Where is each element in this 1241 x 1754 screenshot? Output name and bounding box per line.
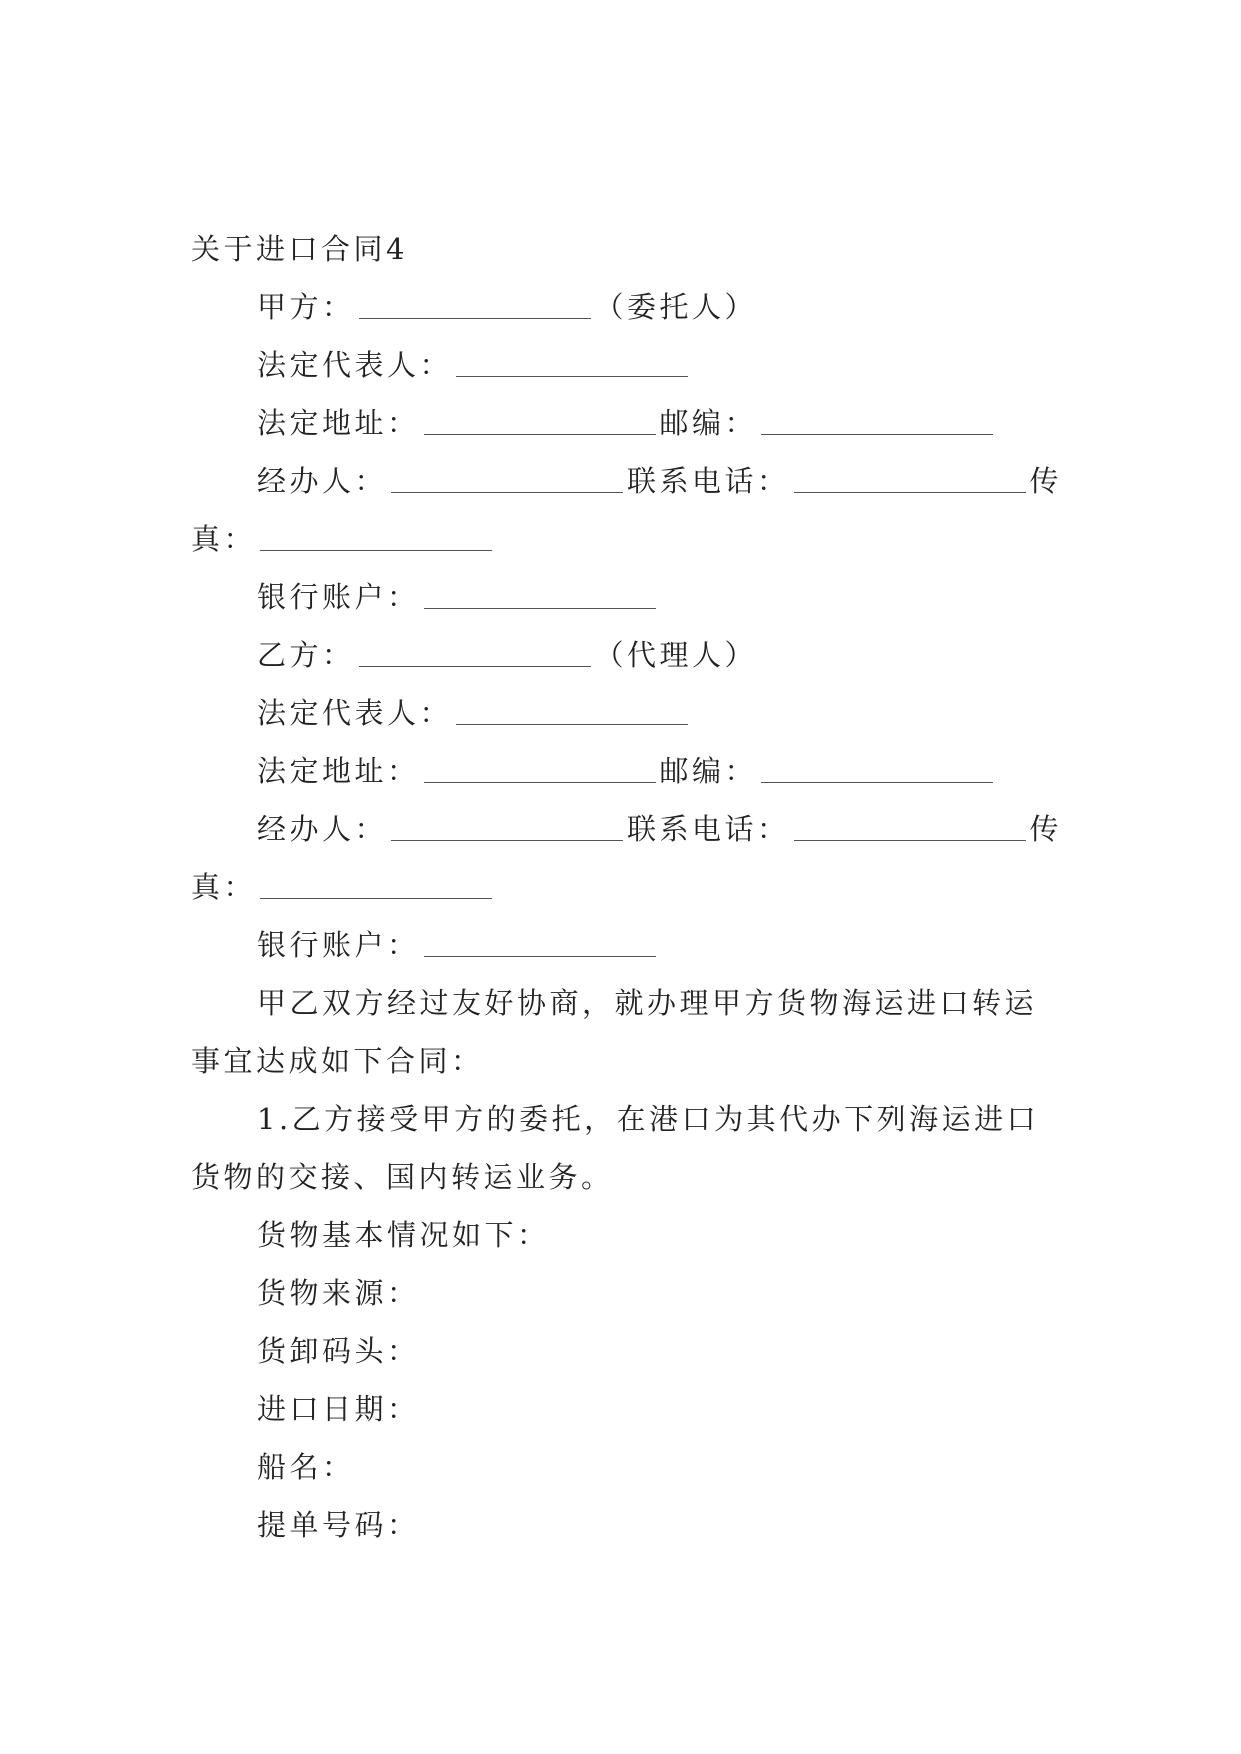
goods-ship: 船名： — [257, 1450, 355, 1484]
clause-1-line-1: 1.乙方接受甲方的委托，在港口为其代办下列海运进口 — [257, 1102, 1040, 1136]
party-a-handler-blank — [391, 462, 623, 493]
intro-line-2: 事宜达成如下合同： — [191, 1044, 484, 1078]
party-a-rep-blank — [456, 346, 688, 377]
party-a-rep-label: 法定代表人： — [257, 348, 453, 382]
party-b-handler-line — [191, 800, 1063, 858]
party-a-name-blank — [359, 288, 591, 319]
party-a-handler-label: 经办人： — [257, 464, 388, 498]
party-b-label: 乙方： — [257, 638, 355, 672]
party-a-role: （委托人） — [594, 290, 758, 324]
party-b-fax-label-start: 传 — [1029, 812, 1063, 846]
party-a-fax-blank — [260, 520, 492, 551]
clause-1-line-2: 货物的交接、国内转运业务。 — [191, 1160, 614, 1194]
document-title: 关于进口合同4 — [191, 232, 408, 266]
party-a-address-line — [191, 394, 1051, 452]
party-a-fax-label-start: 传 — [1029, 464, 1063, 498]
party-a-bank-label: 银行账户： — [257, 580, 420, 614]
party-b-name-blank — [359, 636, 591, 667]
goods-heading: 货物基本情况如下： — [257, 1218, 550, 1252]
party-b-handler-blank — [391, 810, 623, 841]
party-b-address-line — [191, 742, 1051, 800]
goods-dock: 货卸码头： — [257, 1334, 420, 1368]
goods-date: 进口日期： — [257, 1392, 420, 1426]
party-a-postcode-label: 邮编： — [659, 406, 758, 440]
document-body — [191, 220, 1063, 1554]
party-b-bank-blank — [424, 926, 656, 957]
party-b-handler-label: 经办人： — [257, 812, 388, 846]
party-b-bank-label: 银行账户： — [257, 928, 420, 962]
intro-line-1: 甲乙双方经过友好协商，就办理甲方货物海运进口转运 — [257, 986, 1038, 1020]
party-b-role: （代理人） — [594, 638, 758, 672]
party-a-fax-line — [191, 510, 1051, 568]
party-b-phone-label: 联系电话： — [627, 812, 790, 846]
party-a-postcode-blank — [761, 404, 993, 435]
party-a-handler-line — [191, 452, 1063, 510]
party-b-postcode-label: 邮编： — [659, 754, 758, 788]
party-b-rep-label: 法定代表人： — [257, 696, 453, 730]
party-b-bank-line — [191, 916, 1051, 974]
party-a-label: 甲方： — [257, 290, 355, 324]
party-a-line — [191, 278, 1051, 336]
party-a-rep-line — [191, 336, 1051, 394]
party-b-address-blank — [424, 752, 656, 783]
party-b-address-label: 法定地址： — [257, 754, 420, 788]
party-b-postcode-blank — [761, 752, 993, 783]
party-b-fax-label-end: 真： — [191, 870, 257, 904]
party-a-bank-line — [191, 568, 1051, 626]
party-b-fax-blank — [260, 868, 492, 899]
party-a-fax-label-end: 真： — [191, 522, 257, 556]
party-a-phone-blank — [794, 462, 1026, 493]
party-a-address-label: 法定地址： — [257, 406, 420, 440]
party-b-rep-line — [191, 684, 1051, 742]
party-a-bank-blank — [424, 578, 656, 609]
goods-bill: 提单号码： — [257, 1508, 420, 1542]
party-a-phone-label: 联系电话： — [627, 464, 790, 498]
party-b-rep-blank — [456, 694, 688, 725]
party-b-phone-blank — [794, 810, 1026, 841]
goods-source: 货物来源： — [257, 1276, 420, 1310]
party-b-line — [191, 626, 1051, 684]
party-a-address-blank — [424, 404, 656, 435]
party-b-fax-line — [191, 858, 1051, 916]
